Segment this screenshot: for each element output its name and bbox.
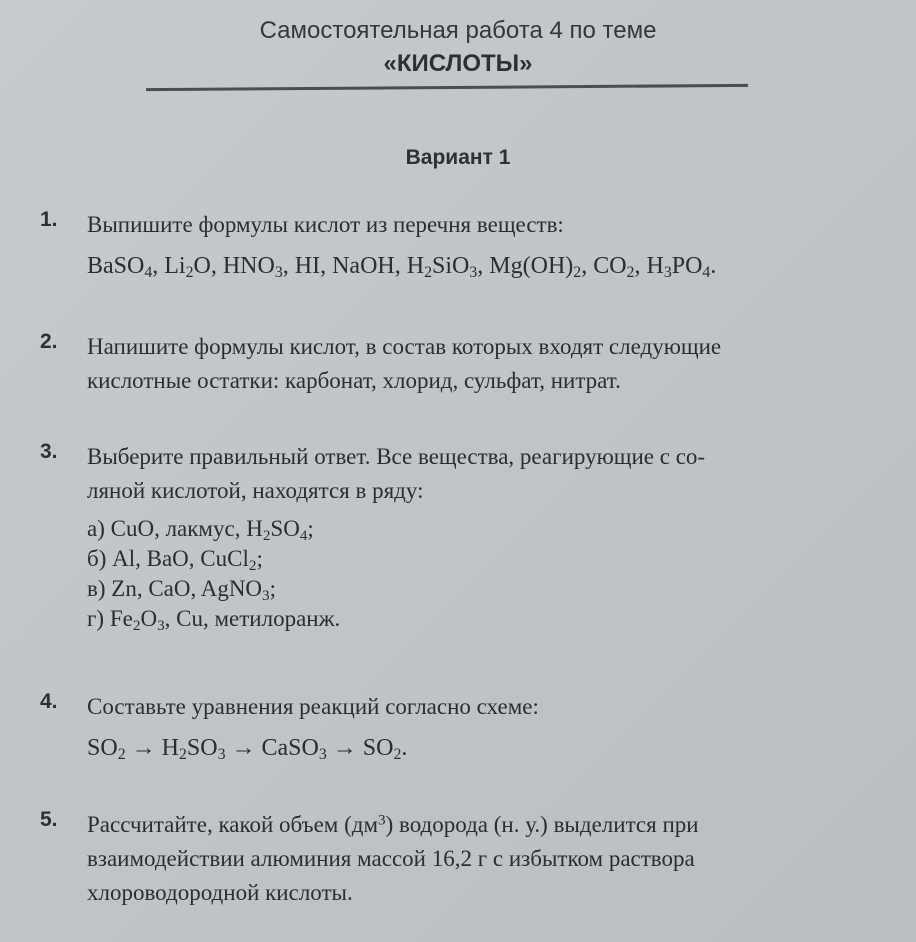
task-formula-list: BaSO$_4$, $Li_2O$, $HNO_3$, HI, NaOH, $H_2SiO_3$, $Mg(OH)_2$, $CO_2$, $H_3PO_4$. xyxy=(87,253,717,281)
task-text-line: Выберите правильный ответ. Все вещества, реагирующие с со- xyxy=(87,444,706,469)
task-1 xyxy=(40,208,890,284)
task-2 xyxy=(40,330,890,398)
answer-option-c: в) Zn, CaO, AgNO$_3$; xyxy=(87,576,277,604)
task-text-line: взаимодействии алюминия массой 16,2 г с избытком раствора xyxy=(87,846,695,871)
task-number: 4. xyxy=(40,690,58,713)
task-number: 1. xyxy=(40,208,58,231)
worksheet-title: Самостоятельная работа 4 по теме xyxy=(259,17,657,44)
task-text-line: хлороводородной кислоты. xyxy=(87,880,353,905)
worksheet-header xyxy=(0,14,916,80)
answer-option-a: а) CuO, лакмус, $H_2SO_4$; xyxy=(87,516,314,544)
variant-heading: Вариант 1 xyxy=(405,146,511,169)
answer-options xyxy=(87,514,890,634)
answer-option-b: б) Al, BaO, CuCl$_2$; xyxy=(87,546,263,574)
worksheet-topic: «КИСЛОТЫ» xyxy=(383,50,533,77)
task-number: 3. xyxy=(40,440,58,463)
task-text-line: Напишите формулы кислот, в состав которых входят следующие xyxy=(87,334,722,359)
task-text-line: Рассчитайте, какой объем $(дм^3)$ водорода (н. у.) выделится при xyxy=(87,811,699,837)
task-text-line: кислотные остатки: карбонат, хлорид, сульфат, нитрат. xyxy=(87,368,621,393)
task-5 xyxy=(40,808,890,910)
task-text-line: ляной кислотой, находятся в ряду: xyxy=(87,478,424,503)
reaction-scheme: $SO_2 \to H_2SO_3$ → CaSO$_3$ → $SO_2$. xyxy=(87,735,408,763)
task-number: 2. xyxy=(40,330,58,353)
task-4 xyxy=(40,690,890,766)
task-text: Выпишите формулы кислот из перечня веществ: xyxy=(87,212,564,237)
task-text: Составьте уравнения реакций согласно схеме: xyxy=(87,694,539,719)
task-number: 5. xyxy=(40,808,58,831)
task-3 xyxy=(40,440,890,634)
answer-option-d: г) $Fe_2O_3$, Cu, метилоранж. xyxy=(87,606,341,634)
header-divider xyxy=(146,84,748,91)
